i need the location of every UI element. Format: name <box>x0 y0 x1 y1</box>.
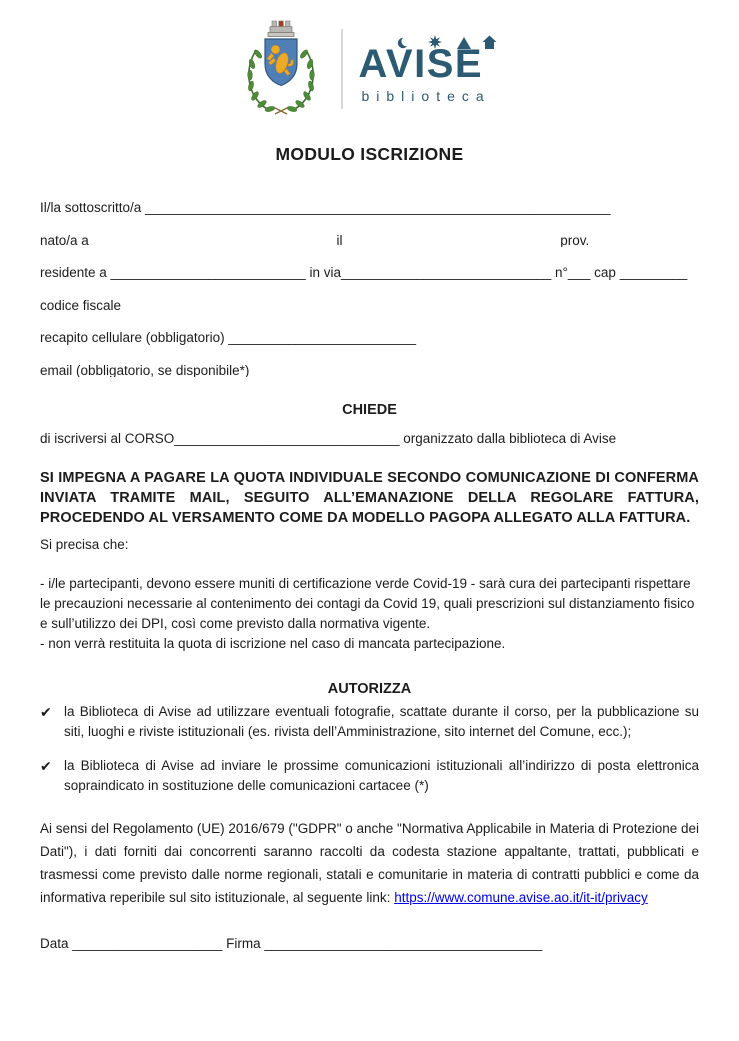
covid-notes <box>40 574 699 654</box>
field-line-corso: di iscriversi al CORSO______________________________ organizzato dalla biblioteca di Avise <box>40 431 617 446</box>
authorization-item-photos <box>40 702 699 742</box>
page-title: MODULO ISCRIZIONE <box>275 144 464 164</box>
si-precisa-label: Si precisa che: <box>40 537 129 552</box>
coat-of-arms-icon <box>237 18 325 120</box>
field-line-email: email (obbligatorio, se disponibile*) ________________________________________________ <box>40 363 614 377</box>
authorization-item-email-communications <box>40 756 699 796</box>
tower-icon <box>482 36 496 50</box>
date-signature-line: Data ____________________ Firma _____________________________________ <box>40 936 543 951</box>
field-line-codice-fiscale: codice fiscale ______________________________ <box>40 298 351 312</box>
field-line-nato: nato/a a ________________________________ il ____________________________ prov. ___________ <box>40 233 676 247</box>
field-line-sottoscritto: Il/la sottoscritto/a ______________________________________________________________ <box>40 201 611 215</box>
authorization-item-text: la Biblioteca di Avise ad utilizzare eventuali fotografie, scattate durante il corso, per la pubblicazione su siti, luoghi e riviste istituzionali (es. rivista dell’Amministrazione, sito internet del Comune, ecc.); <box>64 704 699 739</box>
payment-commitment-paragraph: SI IMPEGNA A PAGARE LA QUOTA INDIVIDUALE SECONDO COMUNICAZIONE DI CONFERMA INVIATA TRAMITE MAIL, SEGUITO ALL’EMANAZIONE DELLA REGOLARE FATTURA, PROCEDENDO AL VERSAMENTO COME DA MODELLO PAGOPA ALLEGATO ALLA FATTURA. <box>40 470 699 526</box>
library-subtitle: biblioteca <box>361 88 491 104</box>
section-heading-chiede: CHIEDE <box>342 402 397 418</box>
authorization-item-text: la Biblioteca di Avise ad inviare le prossime comunicazioni istituzionali all’indirizzo di posta elettronica sopraindicato in sostituzione delle comunicazioni cartacee (*) <box>64 758 699 793</box>
library-wordmark <box>359 34 503 104</box>
library-logo <box>40 0 699 122</box>
gdpr-paragraph <box>40 817 699 909</box>
gdpr-text: Ai sensi del Regolamento (UE) 2016/679 ("GDPR" o anche "Normativa Applicabile in Materia di Protezione dei Dati"), i dati forniti dai concorrenti saranno raccolti da codesta stazione appaltante, trattati, pubblicati e trasmessi come previsto dalle norme regionali, statali e comunitarie in materia di contratti pubblici e come da informativa reperibile sul sito istituzionale, al seguente link: <box>40 821 699 905</box>
section-heading-autorizza: AUTORIZZA <box>327 681 412 697</box>
privacy-link[interactable]: https://www.comune.avise.ao.it/it-it/privacy <box>394 890 648 905</box>
covid-note-refund: - non verrà restituita la quota di iscrizione nel caso di mancata partecipazione. <box>40 636 506 651</box>
library-name: AVISE <box>358 42 484 86</box>
logo-divider <box>341 29 343 109</box>
check-icon: ✔ <box>40 705 52 721</box>
mural-crown-icon <box>268 21 294 37</box>
personal-data-section <box>40 201 699 377</box>
check-icon: ✔ <box>40 759 52 775</box>
covid-note-participants: - i/le partecipanti, devono essere muniti di certificazione verde Covid-19 - sarà cura dei partecipanti rispettare le precauzioni necessarie al contenimento dei contagi da Covid 19, quali prescrizioni sul distanziamento fisico e sull’utilizzo dei DPI, così come previsto dalla normativa vigente. <box>40 576 695 631</box>
field-line-residente: residente a __________________________ in via____________________________ n°___ cap _________ <box>40 266 688 280</box>
field-line-cellulare: recapito cellulare (obbligatorio) _________________________ <box>40 331 417 345</box>
